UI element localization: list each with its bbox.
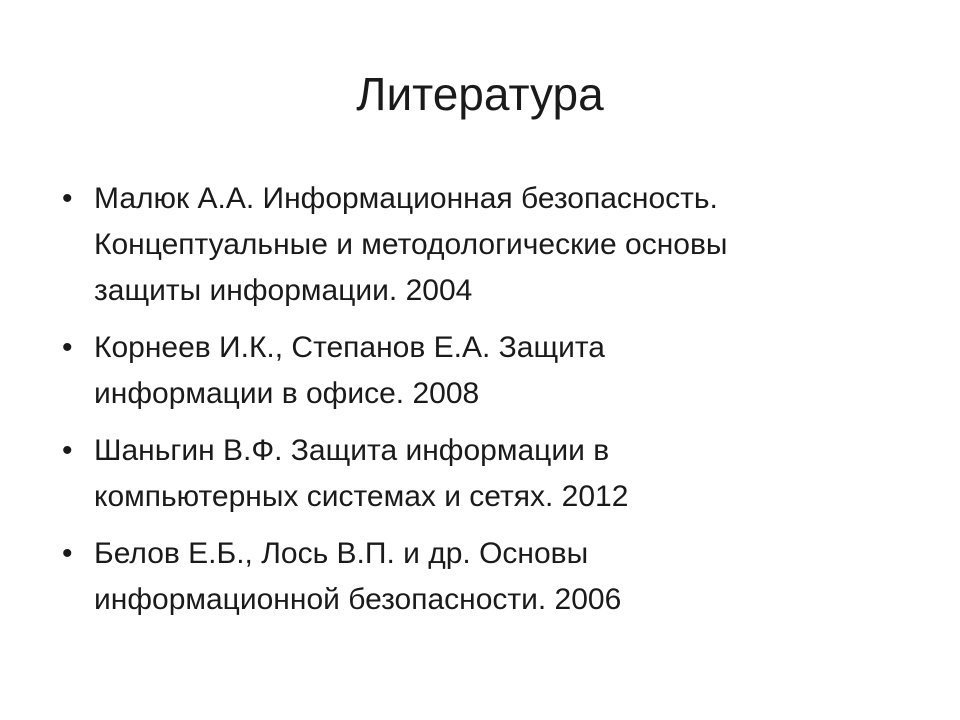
list-item-line: Корнеев И.К., Степанов Е.А. Защита (94, 331, 605, 364)
bullet-icon: • (62, 331, 73, 364)
list-item-line: компьютерных системах и сетях. 2012 (94, 480, 629, 513)
list-item-line: Шаньгин В.Ф. Защита информации в (94, 434, 610, 467)
list-item-line: Концептуальные и методологические основы (94, 228, 728, 261)
list-item-line: защиты информации. 2004 (94, 274, 473, 307)
list-item-line: информационной безопасности. 2006 (94, 583, 622, 616)
list-item-line: Малюк А.А. Информационная безопасность. (94, 182, 718, 215)
list-item-line: Белов Е.Б., Лось В.П. и др. Основы (94, 537, 589, 570)
bullet-icon: • (62, 537, 73, 570)
bullet-icon: • (62, 182, 73, 215)
list-item (62, 531, 892, 623)
list-item (62, 325, 892, 417)
list-item-line: информации в офисе. 2008 (94, 377, 480, 410)
list-item (62, 176, 892, 314)
bullet-list (62, 176, 892, 634)
bullet-icon: • (62, 434, 73, 467)
list-item (62, 428, 892, 520)
slide-title: Литература (356, 68, 604, 120)
